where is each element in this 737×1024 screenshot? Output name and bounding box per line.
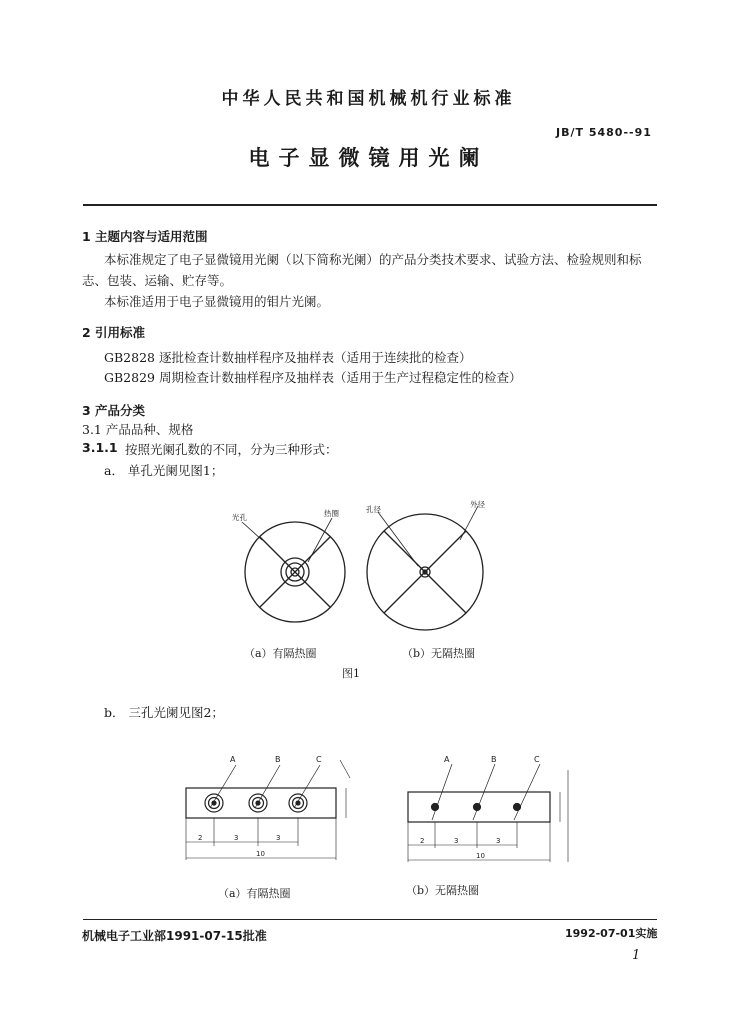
fig2a-label-c: C (316, 755, 322, 764)
fig1a-label-aperture: 光孔 (232, 513, 247, 522)
figure-1b-caption: （b）无隔热圈 (402, 647, 476, 660)
fig2a-label-b: B (275, 755, 281, 764)
figure-1 (220, 500, 520, 660)
fig2b-dim-total: 10 (476, 852, 485, 860)
header-divider (83, 204, 657, 206)
section-1-para2: 本标准适用于电子显微镜用的钼片光阑。 (104, 294, 330, 309)
section-2-heading: 2 引用标准 (82, 325, 146, 340)
fig2b-label-a: A (444, 755, 450, 764)
fig2a-dim-3: 3 (276, 834, 281, 842)
fig2a-label-a: A (230, 755, 236, 764)
fig2a-dim-2: 3 (234, 834, 239, 842)
fig2b-label-c: C (534, 755, 540, 764)
section-1-heading: 1 主题内容与适用范围 (82, 229, 208, 244)
section-1-para1-line2: 志、包装、运输、贮存等。 (82, 273, 233, 288)
figure-1a-aperture (242, 518, 345, 622)
figure-2b-caption: （b）无隔热圈 (406, 884, 480, 897)
section-3-1-1-text: 按照光阑孔数的不同，分为三种形式： (125, 442, 338, 457)
figure-1-title: 图1 (342, 667, 360, 680)
item-a: a． 单孔光阑见图1； (104, 463, 224, 478)
figure-1b-aperture (367, 506, 483, 630)
ministry-header: 中华人民共和国机械机行业标准 (221, 89, 516, 109)
section-1-para1-line1: 本标准规定了电子显微镜用光阑（以下简称光阑）的产品分类技术要求、试验方法、检验规则和标 (104, 252, 642, 267)
fig1b-label-outer-diameter: 外径 (470, 500, 485, 509)
approval-note: 机械电子工业部1991-07-15批准 (82, 929, 267, 943)
standard-number: JB/T 5480--91 (556, 126, 652, 139)
figure-2a-caption: （a）有隔热圈 (218, 887, 291, 900)
figure-2 (170, 750, 580, 880)
implementation-date: 1992-07-01实施 (565, 927, 658, 940)
fig2b-dim-1: 2 (420, 837, 425, 845)
fig2a-dim-total: 10 (256, 850, 265, 858)
figure-2a-strip (186, 760, 350, 860)
figure-1a-caption: （a）有隔热圈 (244, 647, 317, 660)
fig1a-label-ring: 热圈 (324, 509, 339, 518)
page-number: 1 (632, 948, 641, 963)
reference-gb2828: GB2828 逐批检查计数抽样程序及抽样表（适用于连续批的检查） (104, 350, 472, 365)
item-b: b． 三孔光阑见图2； (104, 705, 224, 720)
document-title: 电子显微镜用光阑 (248, 145, 489, 170)
figure-2b-strip (408, 764, 568, 862)
section-3-1-1-number: 3.1.1 (82, 440, 118, 455)
reference-gb2829: GB2829 周期检查计数抽样程序及抽样表（适用于生产过程稳定性的检查） (104, 370, 522, 385)
fig2a-dim-1: 2 (198, 834, 203, 842)
footer-divider (83, 919, 657, 920)
section-3-1: 3.1 产品品种、规格 (82, 422, 194, 437)
fig2b-dim-3: 3 (496, 837, 501, 845)
section-3-heading: 3 产品分类 (82, 403, 146, 418)
fig2b-label-b: B (491, 755, 497, 764)
fig1b-label-hole-diameter: 孔径 (366, 505, 381, 514)
fig2b-dim-2: 3 (454, 837, 459, 845)
